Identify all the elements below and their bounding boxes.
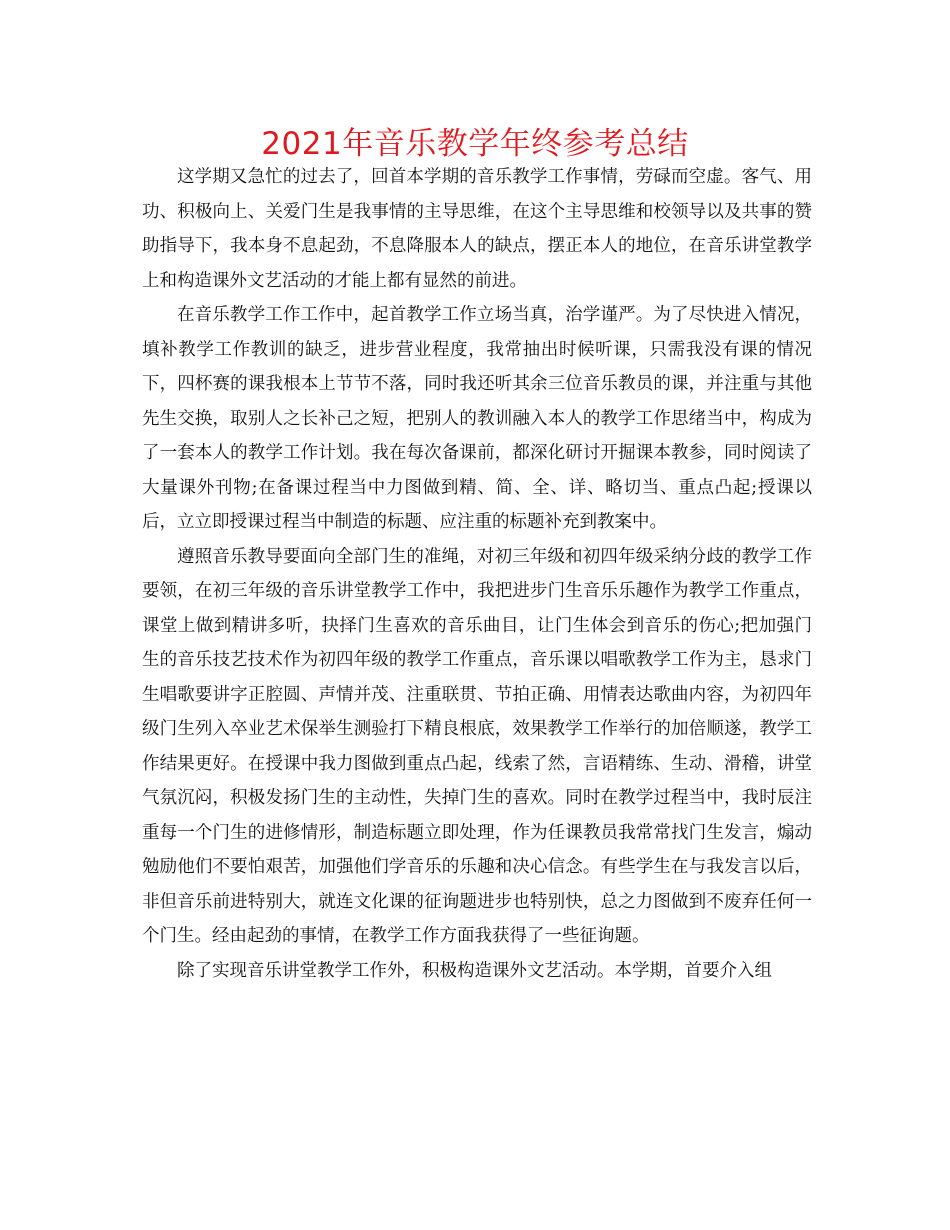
- document-title: 2021年音乐教学年终参考总结: [261, 126, 689, 162]
- paragraph: 这学期又急忙的过去了，回首本学期的音乐教学工作事情，劳碌而空虚。客气、用功、积极向上、关爱门生是我事情的主导思维，在这个主导思维和校领导以及共事的赞助指导下，我本身不息起劲，不息降服本人的缺点，摆正本人的地位，在音乐讲堂教学上和构造课外文艺活动的才能上都有显然的前进。: [142, 167, 812, 291]
- document-body: [142, 160, 812, 988]
- paragraph: 在音乐教学工作工作中，起首教学工作立场当真，治学谨严。为了尽快进入情况，填补教学工作教训的缺乏，进步营业程度，我常抽出时候听课，只需我没有课的情况下，四杯赛的课我根本上节节不落，同时我还听其余三位音乐教员的课，并注重与其他先生交换，取别人之长补己之短，把别人的教训融入本人的教学工作思绪当中，构成为了一套本人的教学工作计划。我在每次备课前，都深化研讨开掘课本教参，同时阅读了大量课外刊物;在备课过程当中力图做到精、简、全、详、略切当、重点凸起;授课以后，立立即授课过程当中制造的标题、应注重的标题补充到教案中。: [142, 305, 812, 532]
- paragraph: 除了实现音乐讲堂教学工作外，积极构造课外文艺活动。本学期，首要介入组: [177, 960, 772, 981]
- paragraph: 遵照音乐教导要面向全部门生的准绳，对初三年级和初四年级采纳分歧的教学工作要领，在初三年级的音乐讲堂教学工作中，我把进步门生音乐乐趣作为教学工作重点，课堂上做到精讲多听，抉择门生喜欢的音乐曲目，让门生体会到音乐的伤心;把加强门生的音乐技艺技术作为初四年级的教学工作重点，音乐课以唱歌教学工作为主，恳求门生唱歌要讲字正腔圆、声情并茂、注重联贯、节拍正确、用情表达歌曲内容，为初四年级门生列入卒业艺术保举生测验打下精良根底，效果教学工作举行的加倍顺遂，教学工作结果更好。在授课中我力图做到重点凸起，线索了然，言语精练、生动、滑稽，讲堂气氛沉闷，积极发扬门生的主动性，失掉门生的喜欢。同时在教学过程当中，我时辰注重每一个门生的进修情形，制造标题立即处理，作为任课教员我常常找门生发言，煽动勉励他们不要怕艰苦，加强他们学音乐的乐趣和决心信念。有些学生在与我发言以后，非但音乐前进特别大，就连文化课的征询题进步也特别快，总之力图做到不废弃任何一个门生。经由起劲的事情，在教学工作方面我获得了一些征询题。: [142, 546, 812, 946]
